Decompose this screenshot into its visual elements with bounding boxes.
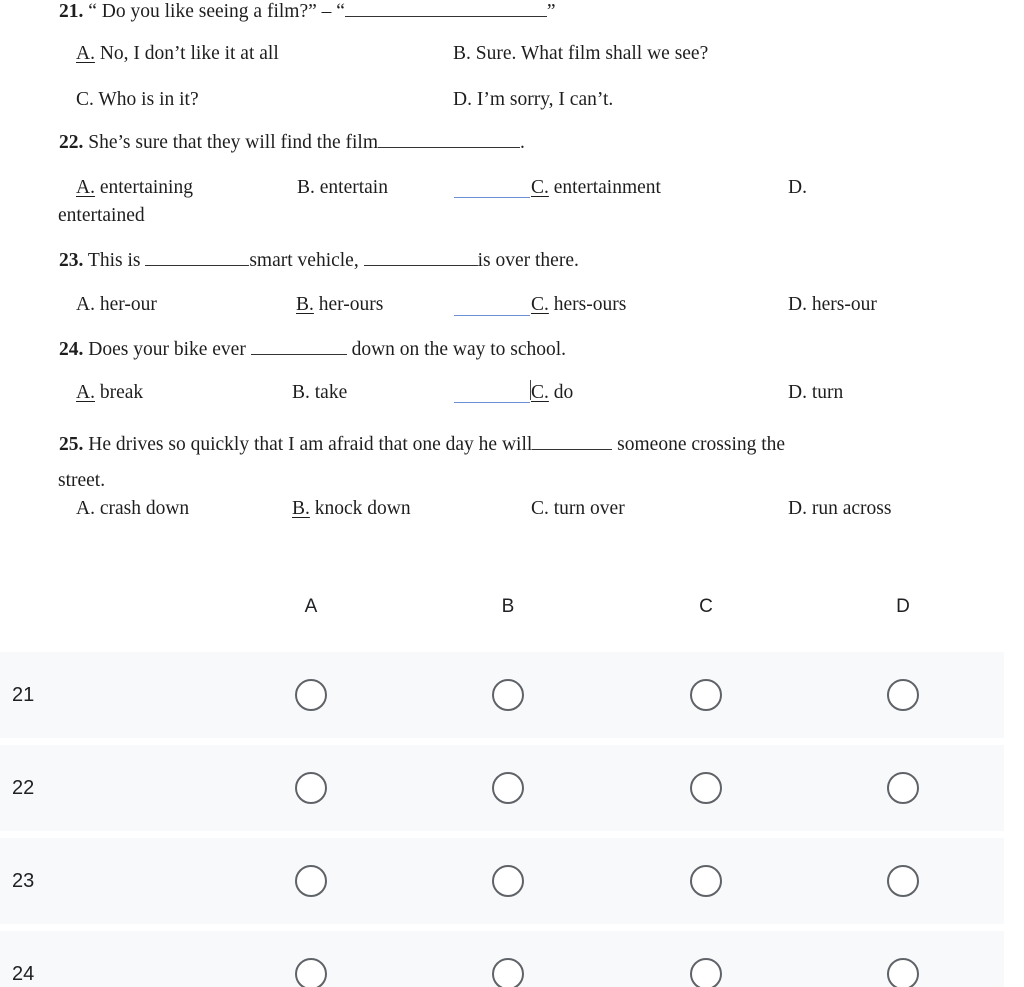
column-header-a: A [304, 596, 318, 617]
q23-option-a: A. her-our [76, 294, 157, 315]
q25-option-d: D. run across [788, 498, 892, 519]
radio-24-b[interactable] [492, 958, 524, 987]
radio-24-c[interactable] [690, 958, 722, 987]
row-label: 23 [12, 870, 35, 892]
blue-underline [454, 197, 530, 198]
question-22: 22. She’s sure that they will find the film . [59, 132, 525, 153]
grid-row-21 [0, 652, 1004, 738]
answer-blank [532, 435, 612, 450]
answer-blank [251, 340, 347, 355]
blue-underline [454, 315, 530, 316]
answer-blank [145, 251, 249, 266]
grid-row-23 [0, 838, 1004, 924]
q22-option-a: A. entertaining [76, 177, 193, 198]
radio-21-a[interactable] [295, 679, 327, 711]
radio-21-d[interactable] [887, 679, 919, 711]
column-header-c: C [699, 596, 713, 617]
radio-22-d[interactable] [887, 772, 919, 804]
q25-option-c: C. turn over [531, 498, 625, 519]
radio-24-a[interactable] [295, 958, 327, 987]
radio-23-b[interactable] [492, 865, 524, 897]
column-header-b: B [501, 596, 515, 617]
answer-blank [364, 251, 478, 266]
question-25-continued: street. [58, 470, 106, 491]
radio-22-c[interactable] [690, 772, 722, 804]
q23-option-c: C. hers-ours [531, 294, 627, 315]
q24-option-a: A. break [76, 382, 144, 403]
q25-option-b: B. knock down [292, 498, 411, 519]
q23-option-b: B. her-ours [296, 294, 384, 315]
q22-option-b: B. entertain [297, 177, 388, 198]
column-header-d: D [896, 596, 910, 617]
question-23: 23. This is smart vehicle, is over there. [59, 250, 579, 271]
radio-21-c[interactable] [690, 679, 722, 711]
radio-23-d[interactable] [887, 865, 919, 897]
answer-blank [345, 2, 547, 17]
answer-blank [378, 133, 520, 148]
question-21: 21. “ Do you like seeing a film?” – “ ” [59, 1, 556, 22]
q24-option-d: D. turn [788, 382, 844, 403]
q23-option-d: D. hers-our [788, 294, 877, 315]
q21-option-d: D. I’m sorry, I can’t. [453, 89, 614, 110]
question-24: 24. Does your bike ever down on the way to school. [59, 339, 567, 360]
grid-row-22 [0, 745, 1004, 831]
q22-option-c: C. entertainment [531, 177, 661, 198]
q24-option-b: B. take [292, 382, 348, 403]
q21-option-a: A. No, I don’t like it at all [76, 43, 279, 64]
row-label: 22 [12, 777, 35, 799]
grid-row-24 [0, 931, 1004, 987]
radio-21-b[interactable] [492, 679, 524, 711]
radio-22-b[interactable] [492, 772, 524, 804]
row-label: 21 [12, 684, 35, 706]
q22-option-d-continued: entertained [58, 205, 145, 226]
row-label: 24 [12, 963, 35, 985]
radio-23-c[interactable] [690, 865, 722, 897]
radio-22-a[interactable] [295, 772, 327, 804]
q21-option-b: B. Sure. What film shall we see? [453, 43, 709, 64]
radio-23-a[interactable] [295, 865, 327, 897]
q21-option-c: C. Who is in it? [76, 89, 199, 110]
q25-option-a: A. crash down [76, 498, 190, 519]
q22-option-d: D. [788, 177, 807, 198]
radio-24-d[interactable] [887, 958, 919, 987]
blue-underline [454, 402, 530, 403]
question-25: 25. He drives so quickly that I am afraid that one day he will someone crossing the [59, 434, 786, 455]
q24-option-c: C. do [531, 382, 574, 403]
